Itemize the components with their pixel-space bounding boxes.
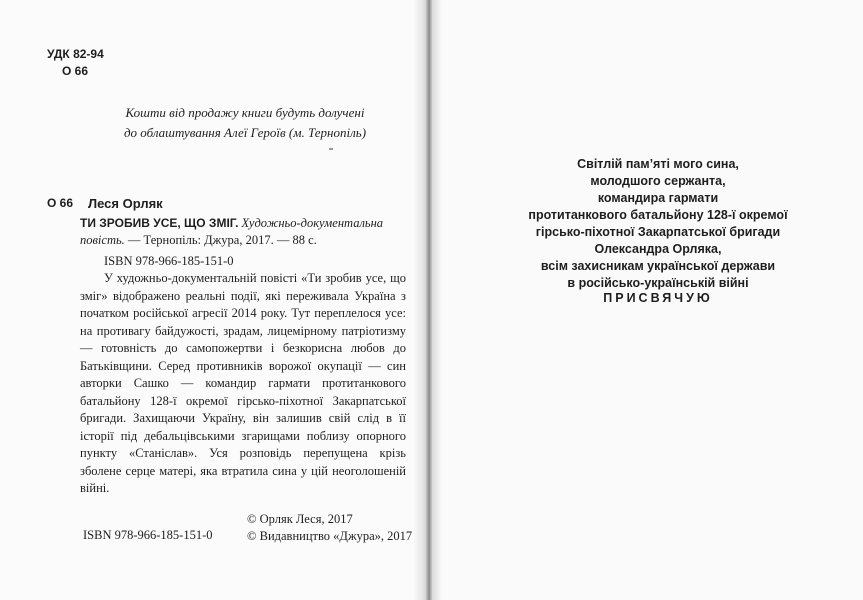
notice-line: до облаштування Алеї Героїв (м. Тернопіль) — [123, 125, 367, 140]
cip-author-sign: О 66 — [47, 196, 74, 210]
dedication-line: Олександра Орляка, — [594, 242, 722, 256]
notice-line: Кошти від продажу книги будуть долучені — [125, 105, 365, 120]
gutter-shadow-right — [432, 0, 442, 600]
annotation: У художньо-документальній повісті «Ти зробив усе, що зміг» відображено реальні події, які переживала Україна з початком російської агресії 2014 року. Тут переплелося усе: на противагу байдужості, зрадам, лицемірному патріотизму — готовність до самопожертви і безкорисна любов до Батьківщини. Серед противників ворожої окупації — син авторки Сашко — командир гармати протитанкового батальйону 128-ї окремої гірсько-піхотної Закарпатської бригади. Захищаючи Україну, він залишив свій слід в її історії під дебальцівськими згарищами поблизу опорного пункту «Станіслав». Уся розповідь перепущена крізь зболене серце матері, яка втратила сина у цій неоголошеній війні. — [80, 271, 406, 495]
cip-description — [80, 215, 406, 249]
copyright-block — [247, 511, 412, 545]
book-genre: Художньо-документальна повість. — [80, 216, 384, 247]
print-mark — [329, 148, 333, 150]
dedication-line: всім захисникам української держави — [540, 259, 776, 273]
udc-code: УДК 82-94 — [47, 47, 104, 61]
book-imprint: — Тернопіль: Джура, 2017. — 88 с. — [127, 233, 317, 247]
dedication-line: молодшого сержанта, — [590, 174, 726, 188]
isbn-bottom: ISBN 978-966-185-151-0 — [83, 528, 213, 542]
cip-author: Леся Орляк — [88, 196, 163, 211]
dedication — [498, 156, 818, 292]
cip-isbn: ISBN 978-966-185-151-0 — [104, 254, 234, 268]
udc-block — [47, 46, 104, 80]
dedication-line: гірсько-піхотної Закарпатської бригади — [535, 225, 781, 239]
dedication-line: командира гармати — [597, 191, 719, 205]
dedicate-word: ПРИСВЯЧУЮ — [603, 291, 713, 305]
book-title: ТИ ЗРОБИВ УСЕ, ЩО ЗМІГ. — [80, 216, 239, 230]
gutter-shadow-left — [413, 0, 426, 600]
copyright-line: © Видавництво «Джура», 2017 — [247, 529, 413, 543]
dedication-line: протитанкового батальйону 128-ї окремої — [528, 208, 788, 222]
author-sign: О 66 — [62, 64, 89, 78]
copyright-line: © Орляк Леся, 2017 — [247, 512, 353, 526]
dedication-line: в російсько-українській війні — [567, 276, 749, 290]
dedication-line: Світлій пам’яті мого сина, — [577, 157, 739, 171]
proceeds-notice — [75, 103, 415, 143]
